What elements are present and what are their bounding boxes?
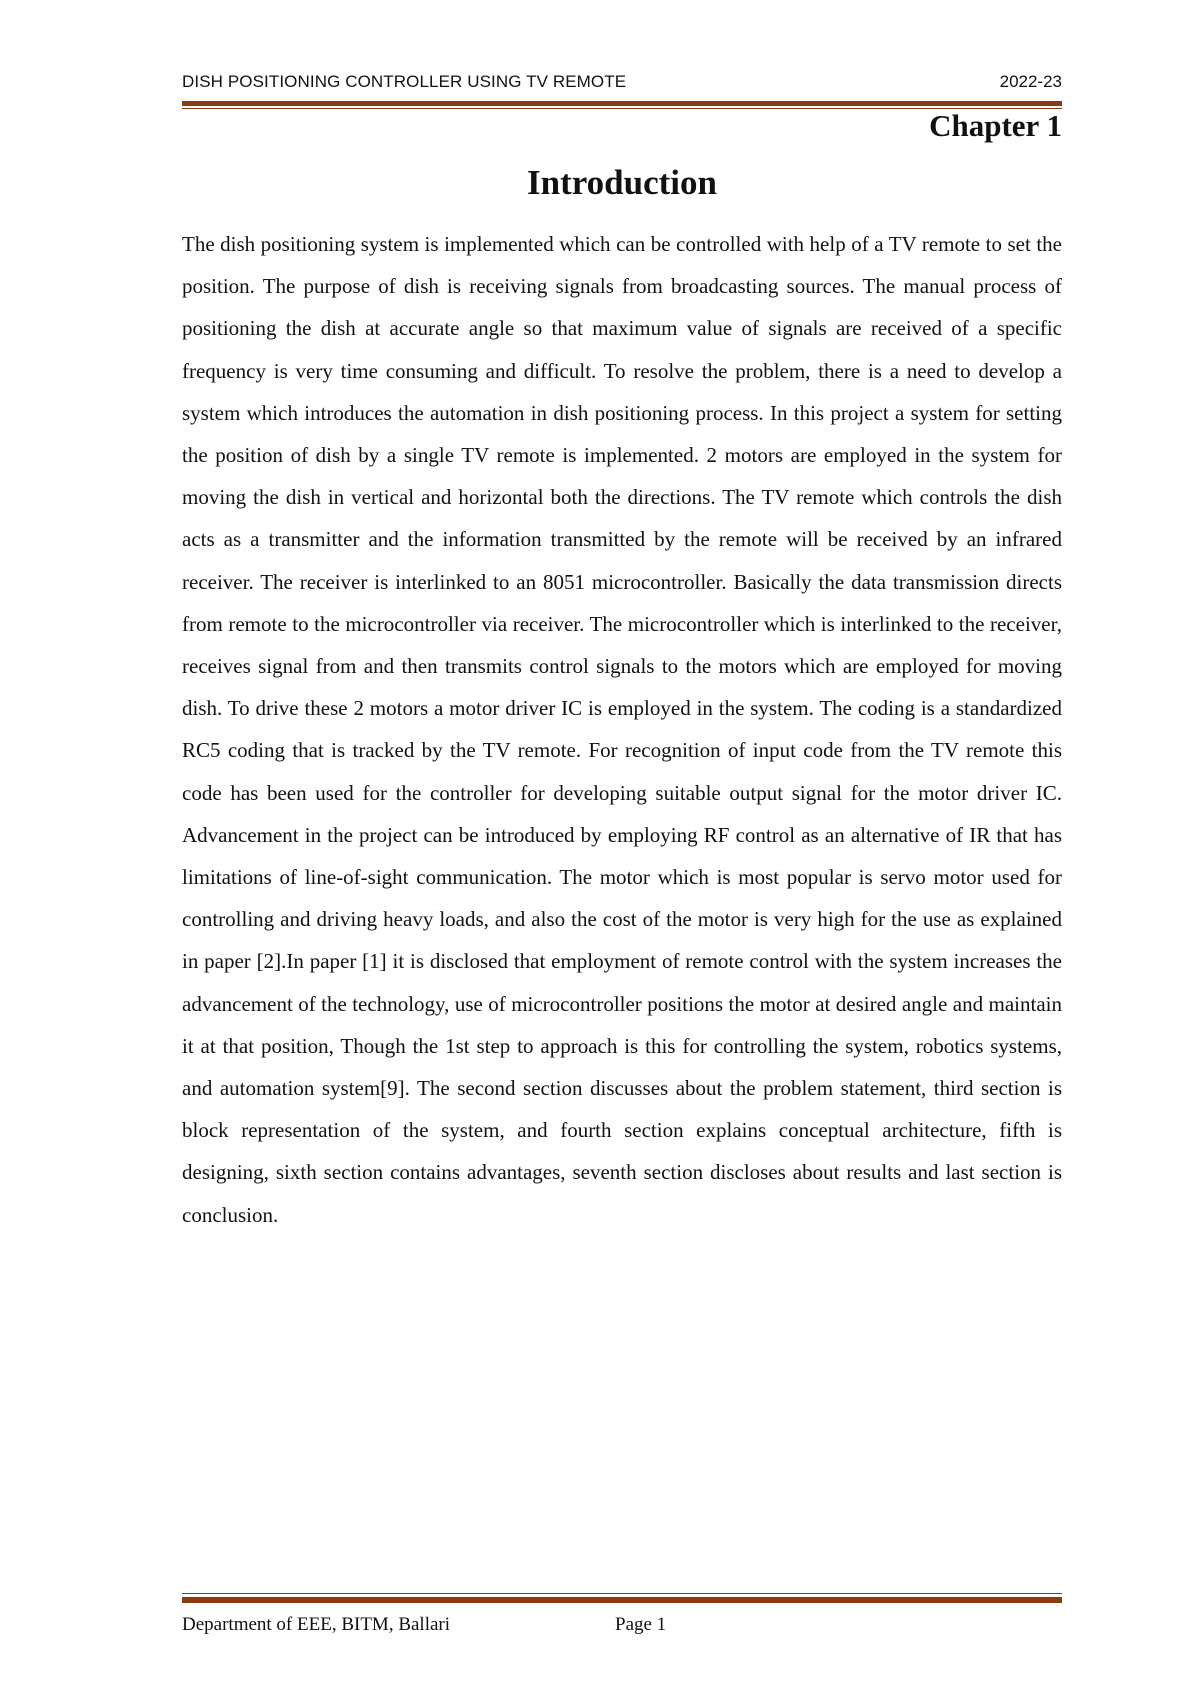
header-title: DISH POSITIONING CONTROLLER USING TV REMOTE [182, 72, 627, 91]
footer-rule-thick [182, 1597, 1062, 1603]
footer-department: Department of EEE, BITM, Ballari [182, 1614, 451, 1635]
footer-rule-thin [182, 1593, 1062, 1594]
section-title: Introduction [527, 163, 717, 202]
page-header [182, 72, 1062, 96]
header-rule-thick [182, 101, 1062, 106]
chapter-label: Chapter 1 [929, 108, 1062, 143]
footer-page-number: Page 1 [615, 1614, 667, 1635]
body-paragraph: The dish positioning system is implemented which can be controlled with help of a TV remote to set the position. The purpose of dish is receiving signals from broadcasting sources. The manual process of positioning the dish at accurate angle so that maximum value of signals are received of a specific frequency is very time consuming and difficult. To resolve the problem, there is a need to develop a system which introduces the automation in dish positioning process. In this project a system for setting the position of dish by a single TV remote is implemented. 2 motors are employed in the system for moving the dish in vertical and horizontal both the directions. The TV remote which controls the dish acts as a transmitter and the information transmitted by the remote will be received by an infrared receiver. The receiver is interlinked to an 8051 microcontroller. Basically the data transmission directs from remote to the microcontroller via receiver. The microcontroller which is interlinked to the receiver, receives signal from and then transmits control signals to the motors which are employed for moving dish. To drive these 2 motors a motor driver IC is employed in the system. The coding is a standardized RC5 coding that is tracked by the TV remote. For recognition of input code from the TV remote this code has been used for the controller for developing suitable output signal for the motor driver IC. Advancement in the project can be introduced by employing RF control as an alternative of IR that has limitations of line-of-sight communication. The motor which is most popular is servo motor used for controlling and driving heavy loads, and also the cost of the motor is very high for the use as explained in paper [2].In paper [1] it is disclosed that employment of remote control with the system increases the advancement of the technology, use of microcontroller positions the motor at desired angle and maintain it at that position, Though the 1st step to approach is this for controlling the system, robotics systems, and automation system[9]. The second section discusses about the problem statement, third section is block representation of the system, and fourth section explains conceptual architecture, fifth is designing, sixth section contains advantages, seventh section discloses about results and last section is conclusion. [182, 232, 1062, 1227]
header-year: 2022-23 [999, 72, 1062, 91]
